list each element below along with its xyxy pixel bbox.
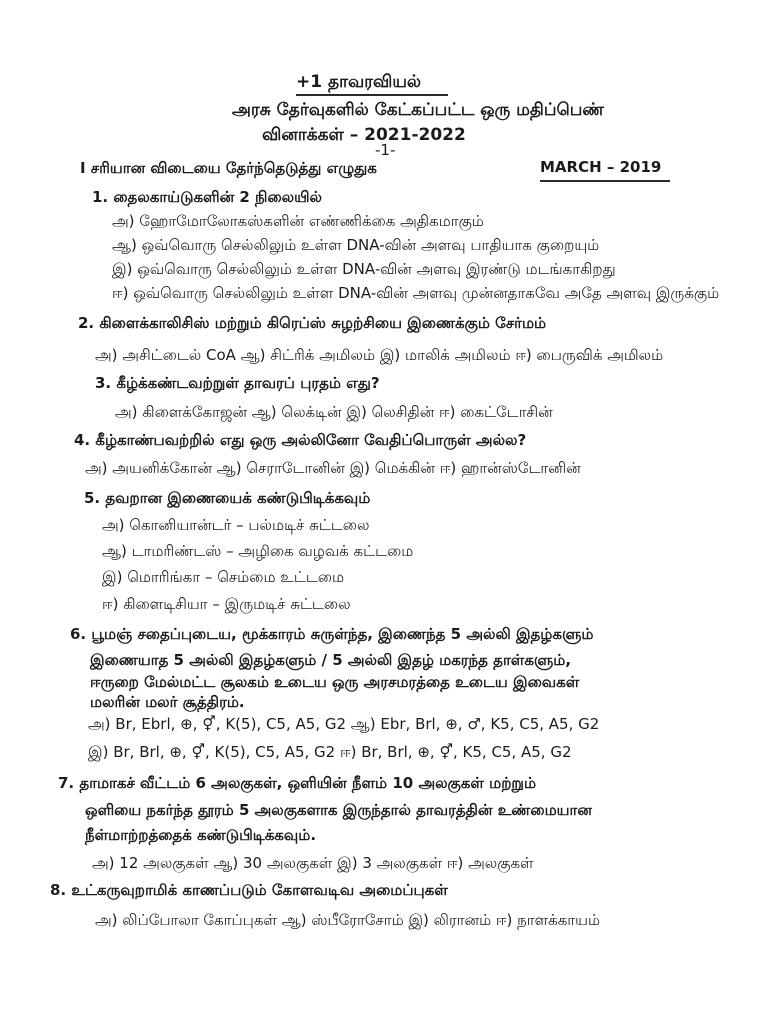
header-line-3: வினாக்கள் – 2021-2022: [262, 125, 466, 145]
exam-date: MARCH – 2019: [540, 158, 662, 176]
section-title: I சரியான விடையை தேர்ந்தெடுத்து எழுதுக: [80, 159, 377, 177]
question-8: 8. உட்கருவுறாமிக் காணப்படும் கோளவடிவ அமைப்புகள்: [50, 881, 448, 899]
q1-option-c: இ) ஒவ்வொரு செல்லிலும் உள்ள DNA-வின் அளவு இரண்டு மடங்காகிறது: [112, 260, 616, 278]
q3-options: அ) கிளைக்கோஜன் ஆ) லெக்டின் இ) லெசிதின் ஈ) கைட்டோசின்: [115, 403, 553, 421]
subject-title: +1 தாவரவியல்: [296, 72, 422, 92]
page-number: -1-: [375, 141, 396, 159]
question-7: 7. தாமாகச் வீட்டம் 6 அலகுகள், ஒளியின் நீளம் 10 அலகுகள் மற்றும்: [58, 774, 537, 792]
question-5: 5. தவறான இணையைக் கண்டுபிடிக்கவும்: [84, 489, 371, 507]
header-line-2: அரசு தேர்வுகளில் கேட்கப்பட்ட ஒரு மதிப்பெண்: [232, 100, 604, 120]
q6-options-row-2: இ) Br, Brl, ⊕, ⚥, K(5), C5, A5, G2 ஈ) Br, Brl, ⊕, ⚥, K5, C5, A5, G2: [88, 743, 572, 761]
q4-options: அ) அயனிக்கோன் ஆ) செராடோனின் இ) மெக்கின் ஈ) ஹான்ஸ்டோனின்: [85, 459, 581, 477]
q1-option-a: அ) ஹோமோலோகஸ்களின் எண்ணிக்கை அதிகமாகும்: [112, 212, 484, 230]
question-1: 1. தைலகாய்டுகளின் 2 நிலையில்: [92, 188, 322, 206]
question-2: 2. கிளைக்காலிசிஸ் மற்றும் கிரெப்ஸ் சுழற்சியை இணைக்கும் சேர்மம்: [78, 314, 547, 332]
q6-line-3: ஈருறை மேல்மட்ட சூலகம் உடைய ஒரு அரசமரத்தை உடைய இவைகள்: [90, 673, 580, 691]
q8-options: அ) லிப்போலா கோப்புகள் ஆ) ஸ்பீரோசோம் இ) லிரானம் ஈ) நாளக்காயம்: [95, 911, 601, 929]
q5-option-a: அ) கொனியான்டர் – பல்மடிச் சுட்டலை: [102, 516, 370, 534]
question-3: 3. கீழ்க்கண்டவற்றுள் தாவரப் புரதம் எது?: [95, 374, 380, 392]
q7-line-3: நீள்மாற்றத்தைக் கண்டுபிடிக்கவும்.: [85, 826, 317, 844]
question-4: 4. கீழ்காண்பவற்றில் எது ஒரு அல்லினோ வேதிப்பொருள் அல்ல?: [74, 431, 527, 449]
q6-line-4: மலரின் மலர் சூத்திரம்.: [90, 693, 245, 711]
q5-option-c: இ) மொரிங்கா – செம்மை உட்டமை: [102, 568, 345, 586]
q1-option-b: ஆ) ஒவ்வொரு செல்லிலும் உள்ள DNA-வின் அளவு பாதியாக குறையும்: [112, 236, 600, 254]
q6-line-2: இணையாத 5 அல்லி இதழ்களும் / 5 அல்லி இதழ் மகரந்த தாள்களும்,: [90, 651, 572, 669]
date-underline: [540, 180, 670, 182]
title-underline: [296, 94, 448, 96]
question-6: 6. பூமஞ் சதைப்புடைய, மூக்காரம் சுருள்ந்த, இணைந்த 5 அல்லி இதழ்களும்: [70, 625, 594, 643]
q1-option-d: ஈ) ஒவ்வொரு செல்லிலும் உள்ள DNA-வின் அளவு முன்னதாகவே அதே அளவு இருக்கும்: [112, 284, 720, 302]
q7-options: அ) 12 அலகுகள் ஆ) 30 அலகுகள் இ) 3 அலகுகள் ஈ) அலகுகள்: [92, 854, 534, 872]
q6-options-row-1: அ) Br, Ebrl, ⊕, ⚥, K(5), C5, A5, G2 ஆ) Ebr, Brl, ⊕, ♂, K5, C5, A5, G2: [88, 715, 600, 733]
q7-line-2: ஒளியை நகர்ந்த தூரம் 5 அலகுகளாக இருந்தால் தாவரத்தின் உண்மையான: [85, 801, 592, 819]
q2-options: அ) அசிட்டைல் CoA ஆ) சிட்ரிக் அமிலம் இ) மாலிக் அமிலம் ஈ) பைருவிக் அமிலம்: [95, 346, 664, 364]
q5-option-d: ஈ) கிளைடிசியா – இருமடிச் சுட்டலை: [102, 595, 351, 613]
q5-option-b: ஆ) டாமரிண்டஸ் – அழிகை வழவக் கட்டமை: [102, 542, 414, 560]
